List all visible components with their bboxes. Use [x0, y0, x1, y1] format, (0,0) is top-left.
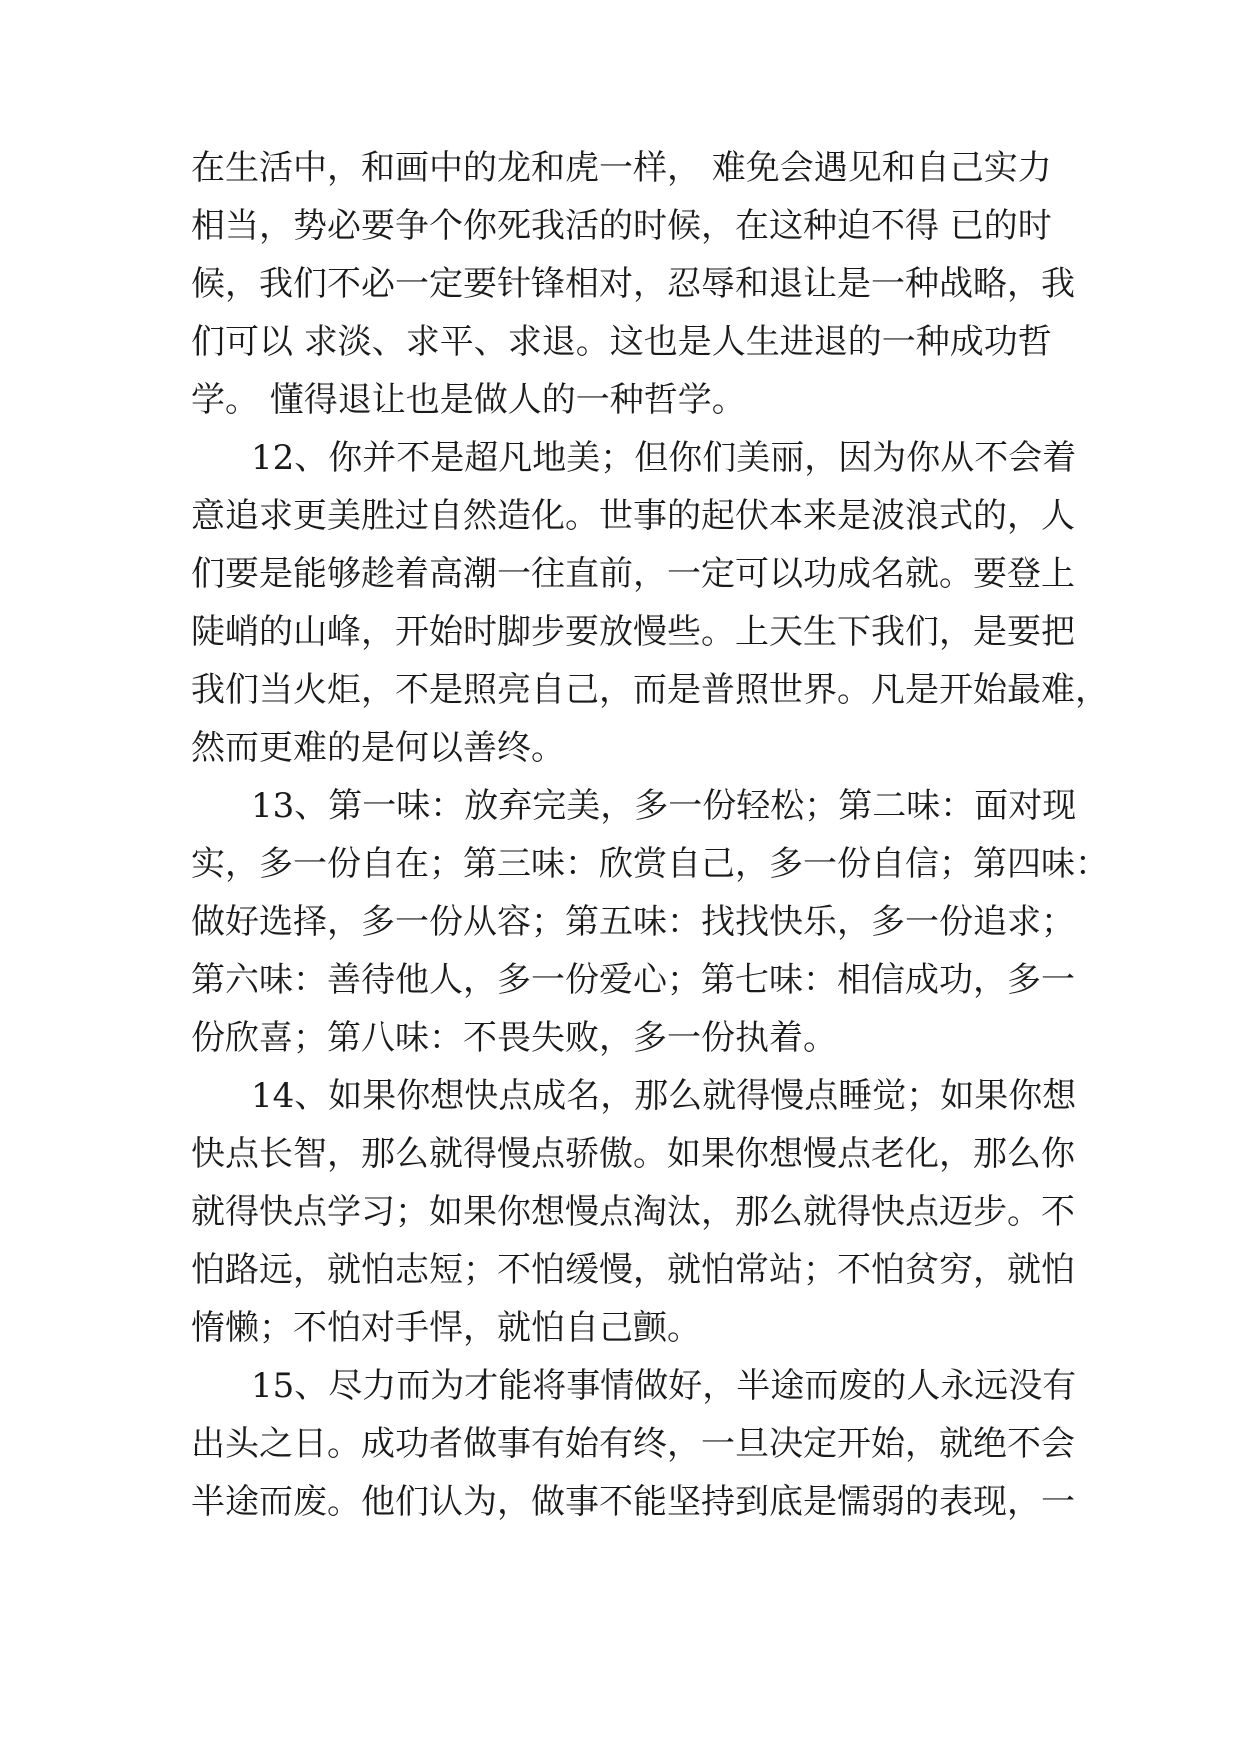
paragraph-line: 学。 懂得退让也是做人的一种哲学。 [191, 380, 746, 420]
paragraph-line: 们可以 求淡、求平、求退。这也是人生进退的一种成功哲 [191, 322, 1052, 362]
paragraph-line: 候，我们不必一定要针锋相对，忍辱和退让是一种战略，我 [191, 264, 1075, 304]
paragraph-line: 15、尽力而为才能将事情做好，半途而废的人永远没有 [251, 1366, 1077, 1406]
paragraph-line: 12、你并不是超凡地美；但你们美丽，因为你从不会着 [251, 438, 1077, 478]
paragraph-line: 半途而废。他们认为，做事不能坚持到底是懦弱的表现，一 [191, 1482, 1075, 1522]
paragraph-line: 做好选择，多一份从容；第五味：找找快乐，多一份追求； [191, 902, 1075, 942]
paragraph-line: 我们当火炬，不是照亮自己，而是普照世界。凡是开始最难， [191, 670, 1109, 710]
paragraph-line: 快点长智，那么就得慢点骄傲。如果你想慢点老化，那么你 [191, 1134, 1075, 1174]
paragraph-line: 陡峭的山峰，开始时脚步要放慢些。上天生下我们，是要把 [191, 612, 1075, 652]
paragraph-line: 出头之日。成功者做事有始有终，一旦决定开始，就绝不会 [191, 1424, 1075, 1464]
paragraph-line: 相当，势必要争个你死我活的时候，在这种迫不得 已的时 [191, 206, 1052, 246]
paragraph-line: 惰懒；不怕对手悍，就怕自己颤。 [191, 1308, 701, 1348]
paragraph-line: 实，多一份自在；第三味：欣赏自己，多一份自信；第四味： [191, 844, 1109, 884]
paragraph-line: 14、如果你想快点成名，那么就得慢点睡觉；如果你想 [251, 1076, 1077, 1116]
paragraph-line: 第六味：善待他人，多一份爱心；第七味：相信成功，多一 [191, 960, 1075, 1000]
paragraph-line: 13、第一味：放弃完美，多一份轻松；第二味：面对现 [251, 786, 1077, 826]
paragraph-line: 在生活中，和画中的龙和虎一样， 难免会遇见和自己实力 [191, 148, 1052, 188]
paragraph-line: 然而更难的是何以善终。 [191, 728, 565, 768]
paragraph-line: 就得快点学习；如果你想慢点淘汰，那么就得快点迈步。不 [191, 1192, 1075, 1232]
paragraph-line: 意追求更美胜过自然造化。世事的起伏本来是波浪式的，人 [191, 496, 1075, 536]
paragraph-line: 怕路远，就怕志短；不怕缓慢，就怕常站；不怕贫穷，就怕 [191, 1250, 1075, 1290]
paragraph-line: 份欣喜；第八味：不畏失败，多一份执着。 [191, 1018, 837, 1058]
paragraph-line: 们要是能够趁着高潮一往直前，一定可以功成名就。要登上 [191, 554, 1075, 594]
